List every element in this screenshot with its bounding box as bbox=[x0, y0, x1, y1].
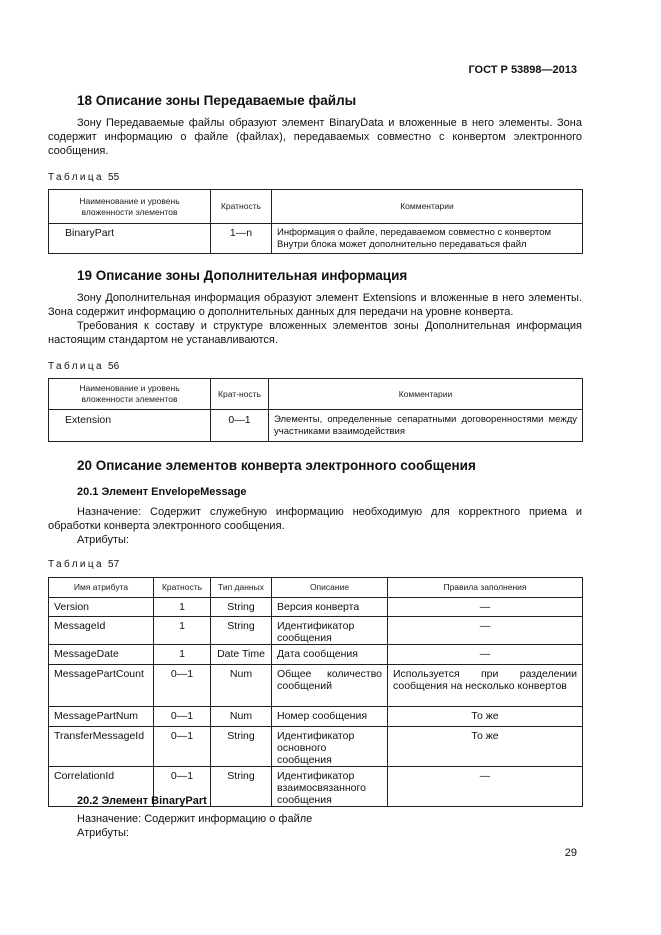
table-cell: Date Time bbox=[211, 645, 272, 665]
table-cell: Информация о файле, передаваемом совместно с конвертом Внутри блока может дополнительно передаваться файл bbox=[272, 224, 583, 254]
page-number: 29 bbox=[564, 847, 577, 859]
table-cell: То же bbox=[388, 707, 583, 727]
table-cell: TransferMessageId bbox=[49, 727, 154, 767]
table-row bbox=[49, 645, 583, 665]
table-cell: 0—1 bbox=[211, 410, 269, 442]
table-cell: 1 bbox=[154, 617, 211, 645]
table-row bbox=[49, 707, 583, 727]
section-20-1-attributes: Атрибуты: bbox=[77, 534, 129, 546]
caption-number: 55 bbox=[108, 172, 120, 183]
table-header-cell: Комментарии bbox=[269, 379, 583, 410]
table-cell: 1 bbox=[154, 645, 211, 665]
table-cell: 0—1 bbox=[154, 707, 211, 727]
table-row bbox=[49, 410, 583, 442]
table-cell: 0—1 bbox=[154, 727, 211, 767]
section-18-title: 18 Описание зоны Передаваемые файлы bbox=[77, 93, 357, 108]
section-20-1-paragraph: Назначение: Содержит служебную информацию необходимую для корректного приема и обработки конверта электронного сообщения. bbox=[48, 506, 582, 532]
section-18-paragraph: Зону Передаваемые файлы образуют элемент BinaryData и вложенные в него элементы. Зона содержит информацию о файле (файлах), передаваемых совместно с конвертом электронного сообщения. bbox=[48, 117, 582, 157]
table-cell: Extension bbox=[49, 410, 211, 442]
table-cell: Идентификатор основного сообщения bbox=[272, 727, 388, 767]
table-cell: 0—1 bbox=[154, 665, 211, 707]
table-cell: BinaryPart bbox=[49, 224, 211, 254]
table-cell: Элементы, определенные сепаратными договоренностями между участниками взаимодействия bbox=[269, 410, 583, 442]
table-header-cell: Описание bbox=[272, 578, 388, 598]
section-19-paragraph-1: Зону Дополнительная информация образуют элемент Extensions и вложенные в него элементы. Зона содержит информацию о дополнительных данных для передачи на уровне конверта. bbox=[48, 292, 582, 318]
table-57-caption bbox=[48, 559, 119, 570]
table-cell: Num bbox=[211, 665, 272, 707]
section-20-1-title: 20.1 Элемент EnvelopeMessage bbox=[77, 486, 247, 498]
caption-number: 56 bbox=[108, 361, 120, 372]
table-cell: Идентификатор сообщения bbox=[272, 617, 388, 645]
section-20-2-paragraph: Назначение: Содержит информацию о файле bbox=[77, 813, 313, 825]
table-cell: Дата сообщения bbox=[272, 645, 388, 665]
table-header-cell: Наименование и уровень вложенности элементов bbox=[49, 379, 211, 410]
table-row bbox=[49, 665, 583, 707]
table-cell: String bbox=[211, 767, 272, 807]
section-20-title: 20 Описание элементов конверта электронного сообщения bbox=[77, 458, 476, 473]
caption-number: 57 bbox=[108, 559, 120, 570]
table-header-cell: Правила заполнения bbox=[388, 578, 583, 598]
table-cell: Идентификатор взаимосвязанного сообщения bbox=[272, 767, 388, 807]
table-cell: Версия конверта bbox=[272, 598, 388, 617]
table-header-cell: Наименование и уровень вложенности элементов bbox=[49, 190, 211, 224]
section-19-paragraph-2: Требования к составу и структуре вложенных элементов зоны Дополнительная информация настоящим стандартом не устанавливаются. bbox=[48, 320, 582, 346]
table-cell: 1 bbox=[154, 598, 211, 617]
caption-label: Таблица bbox=[48, 172, 105, 183]
standard-header: ГОСТ Р 53898—2013 bbox=[468, 64, 577, 76]
table-cell: 0—1 bbox=[154, 767, 211, 807]
section-19-title: 19 Описание зоны Дополнительная информация bbox=[77, 268, 408, 283]
table-cell: — bbox=[388, 767, 583, 807]
table-57 bbox=[48, 577, 583, 807]
table-cell: MessagePartCount bbox=[49, 665, 154, 707]
table-cell: — bbox=[388, 617, 583, 645]
table-row bbox=[49, 727, 583, 767]
table-cell: — bbox=[388, 645, 583, 665]
table-row bbox=[49, 617, 583, 645]
section-20-2-title: 20.2 Элемент BinaryPart bbox=[77, 795, 207, 807]
table-header-cell: Комментарии bbox=[272, 190, 583, 224]
table-cell: 1—n bbox=[211, 224, 272, 254]
table-56 bbox=[48, 378, 583, 442]
table-cell: String bbox=[211, 727, 272, 767]
table-cell: String bbox=[211, 617, 272, 645]
section-20-2-attributes: Атрибуты: bbox=[77, 827, 129, 839]
table-cell: Num bbox=[211, 707, 272, 727]
table-cell: Используется при разделении сообщения на несколько конвертов bbox=[388, 665, 583, 707]
table-cell: Номер сообщения bbox=[272, 707, 388, 727]
table-55-caption bbox=[48, 172, 119, 183]
table-row bbox=[49, 598, 583, 617]
table-cell: MessageDate bbox=[49, 645, 154, 665]
table-56-caption bbox=[48, 361, 119, 372]
table-header-cell: Крат-ность bbox=[211, 379, 269, 410]
table-header-cell: Кратность bbox=[154, 578, 211, 598]
table-cell: То же bbox=[388, 727, 583, 767]
table-cell: MessageId bbox=[49, 617, 154, 645]
caption-label: Таблица bbox=[48, 559, 105, 570]
table-cell: CorrelationId bbox=[49, 767, 154, 807]
table-cell: MessagePartNum bbox=[49, 707, 154, 727]
caption-label: Таблица bbox=[48, 361, 105, 372]
table-55 bbox=[48, 189, 583, 254]
table-header-cell: Кратность bbox=[211, 190, 272, 224]
table-cell: — bbox=[388, 598, 583, 617]
table-cell: String bbox=[211, 598, 272, 617]
table-row bbox=[49, 224, 583, 254]
table-cell: Общее количество сообщений bbox=[272, 665, 388, 707]
table-header-cell: Тип данных bbox=[211, 578, 272, 598]
table-cell: Version bbox=[49, 598, 154, 617]
table-header-cell: Имя атрибута bbox=[49, 578, 154, 598]
